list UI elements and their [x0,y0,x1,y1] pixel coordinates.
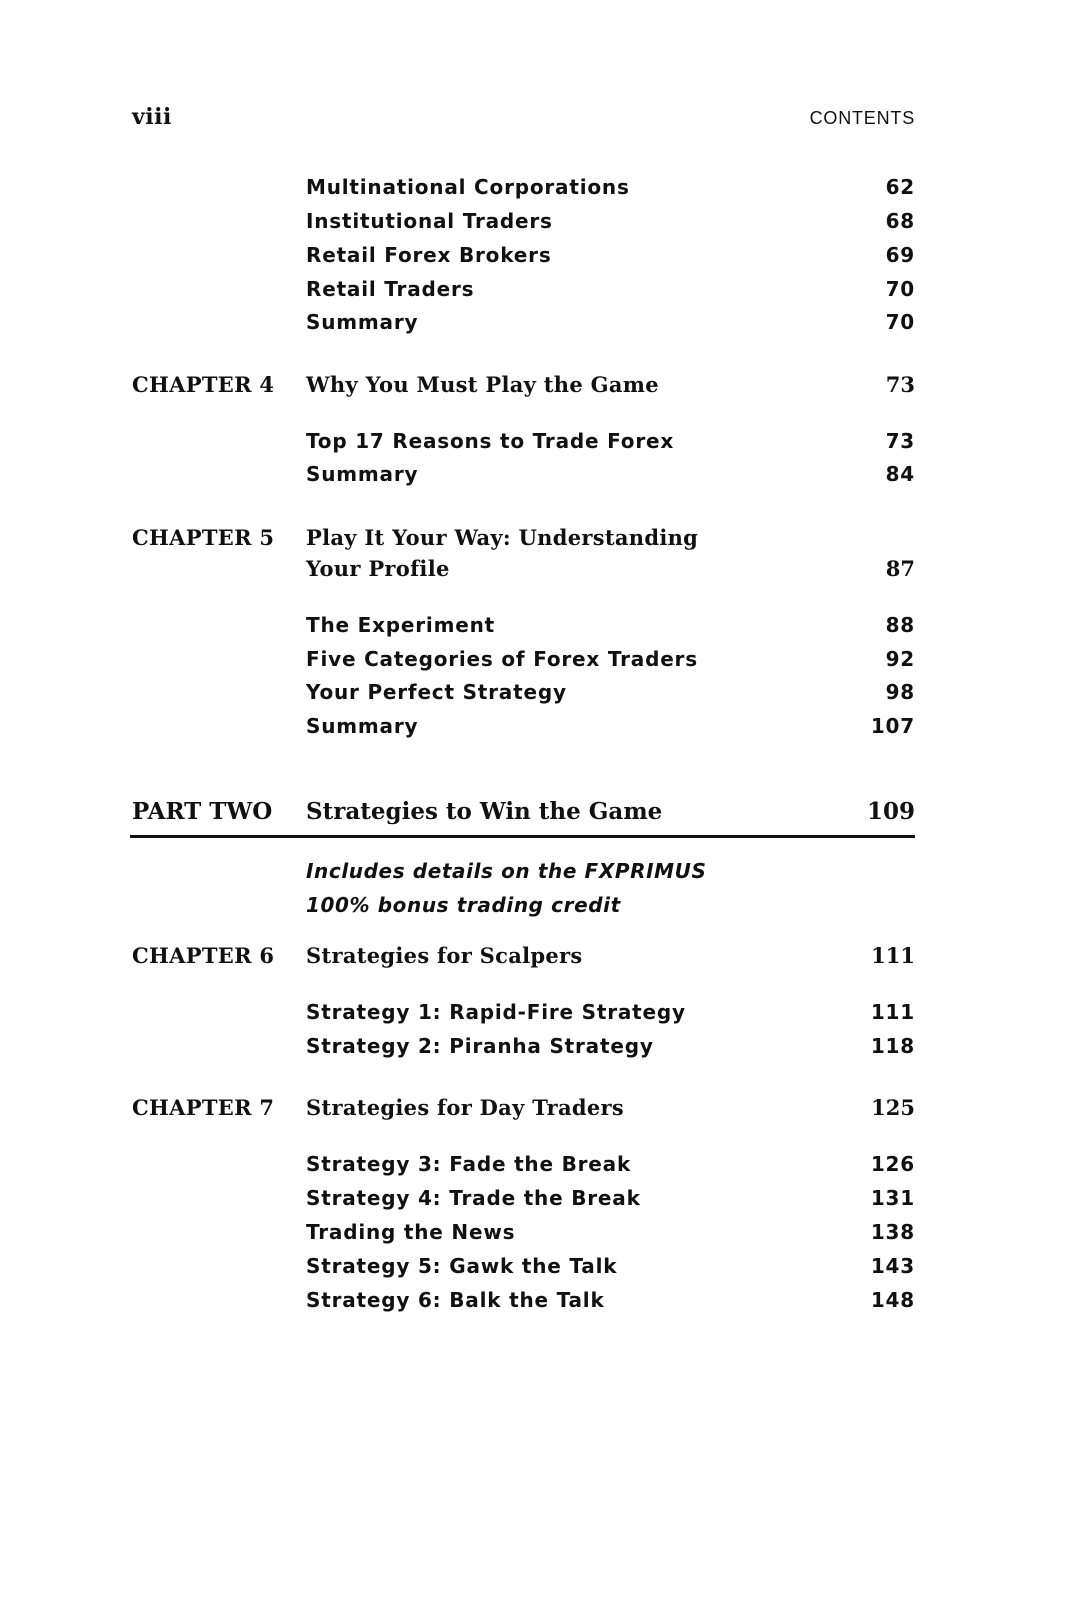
toc-entry-page: 98 [885,680,915,704]
toc-entry-title: Summary [306,714,419,738]
toc-entry-page: 70 [885,310,915,334]
toc-entry-page: 148 [870,1288,915,1312]
toc-entry-title: Strategy 6: Balk the Talk [306,1288,605,1312]
toc-entry-title: The Experiment [306,613,495,637]
toc-entry-page: 131 [870,1186,915,1210]
toc-entry-title: Institutional Traders [306,209,553,233]
toc-entry-title: Trading the News [306,1220,516,1244]
toc-entry-title: Strategy 3: Fade the Break [306,1152,632,1176]
chapter-label: CHAPTER 4 [132,372,275,397]
chapter-label: CHAPTER 6 [132,943,275,968]
toc-entry-title: Five Categories of Forex Traders [306,647,698,671]
toc-entry-page: 73 [885,429,915,453]
toc-entry-title: Retail Traders [306,277,475,301]
chapter-page: 87 [885,556,915,581]
chapter-title: Strategies for Day Traders [306,1095,625,1120]
toc-entry-page: 68 [885,209,915,233]
chapter-label: CHAPTER 5 [132,525,275,550]
chapter-title-line2: Your Profile [306,556,450,581]
chapter-title: Strategies for Scalpers [306,943,583,968]
part-note-line1: Includes details on the FXPRIMUS [306,859,707,883]
chapter-page: 111 [871,943,915,968]
toc-entry-page: 111 [870,1000,915,1024]
toc-entry-page: 138 [870,1220,915,1244]
toc-entry-page: 70 [885,277,915,301]
toc-entry-title: Top 17 Reasons to Trade Forex [306,429,675,453]
toc-entry-title: Retail Forex Brokers [306,243,552,267]
chapter-label: CHAPTER 7 [132,1095,275,1120]
folio: viii [132,104,172,130]
part-title: Strategies to Win the Game [306,798,663,825]
toc-entry-page: 84 [885,462,915,486]
toc-entry-page: 69 [885,243,915,267]
toc-entry-title: Strategy 2: Piranha Strategy [306,1034,654,1058]
toc-entry-title: Summary [306,462,419,486]
chapter-page: 125 [871,1095,915,1120]
toc-entry-title: Strategy 5: Gawk the Talk [306,1254,618,1278]
toc-entry-title: Strategy 1: Rapid-Fire Strategy [306,1000,686,1024]
toc-entry-title: Multinational Corporations [306,175,630,199]
toc-entry-title: Strategy 4: Trade the Break [306,1186,641,1210]
chapter-title: Why You Must Play the Game [306,372,659,397]
part-page: 109 [866,798,915,825]
toc-entry-page: 143 [870,1254,915,1278]
toc-entry-page: 126 [870,1152,915,1176]
chapter-page: 73 [885,372,915,397]
toc-entry-title: Summary [306,310,419,334]
toc-entry-page: 88 [885,613,915,637]
toc-entry-page: 62 [885,175,915,199]
part-divider [130,835,915,838]
part-note-line2: 100% bonus trading credit [306,893,621,917]
toc-entry-title: Your Perfect Strategy [306,680,567,704]
chapter-title: Play It Your Way: Understanding [306,525,699,550]
part-label: PART TWO [132,798,273,825]
running-head: CONTENTS [809,108,915,128]
toc-entry-page: 118 [870,1034,915,1058]
toc-entry-page: 107 [870,714,915,738]
toc-entry-page: 92 [885,647,915,671]
